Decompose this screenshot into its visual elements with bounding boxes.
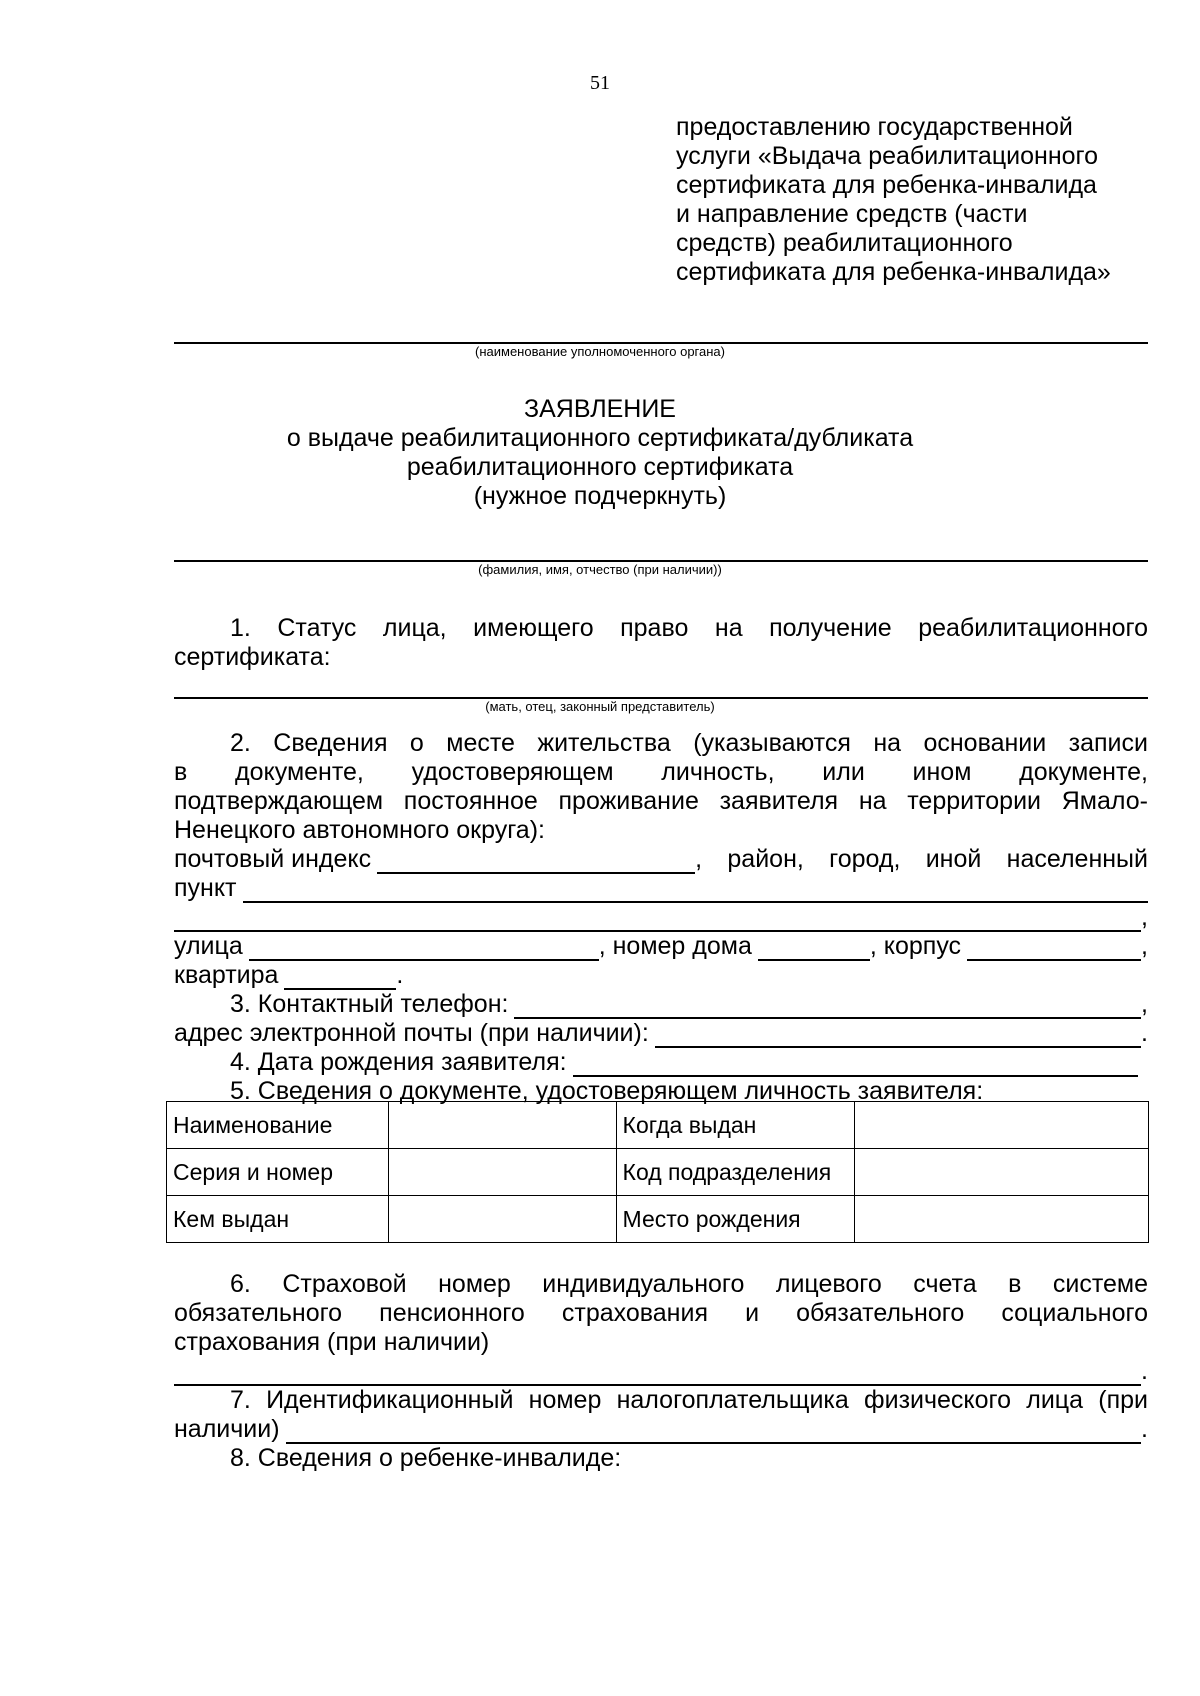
email-label: адрес электронной почты (при наличии): [174, 1019, 649, 1047]
section-6-line-2: обязательного пенсионного страхования и обязательного социального [174, 1299, 1148, 1327]
birth-date-field[interactable] [573, 1051, 1138, 1077]
table-row [167, 1149, 1149, 1196]
inn-field[interactable] [286, 1418, 1142, 1444]
section-7-line-2: наличии) [174, 1415, 280, 1443]
house-label: , номер дома [598, 932, 752, 960]
table-row [167, 1102, 1149, 1149]
document-subtitle-3: (нужное подчеркнуть) [473, 482, 727, 510]
phone-field[interactable] [514, 993, 1141, 1019]
authority-caption: (наименование уполномоченного органа) [475, 344, 725, 359]
issue-date-input[interactable] [855, 1102, 1149, 1149]
street-row [174, 932, 1148, 961]
section-1-line-1: 1. Статус лица, имеющего право на получение реабилитационного [230, 614, 1148, 642]
document-name-input[interactable] [388, 1102, 616, 1149]
street-row-comma: , [1141, 932, 1148, 960]
phone-comma: , [1141, 990, 1148, 1018]
table-cell-label: Кем выдан [167, 1196, 389, 1243]
birth-date-label: 4. Дата рождения заявителя: [230, 1048, 567, 1076]
snils-row [174, 1357, 1148, 1386]
phone-label: 3. Контактный телефон: [230, 990, 509, 1018]
street-field[interactable] [249, 935, 599, 961]
department-code-input[interactable] [855, 1149, 1149, 1196]
postal-row [174, 845, 1148, 874]
district-label: , район, город, иной населенный [695, 845, 1148, 873]
table-cell-label: Место рождения [616, 1196, 855, 1243]
snils-field[interactable] [174, 1360, 1141, 1386]
locality-row [174, 874, 1148, 903]
street-label: улица [174, 932, 243, 960]
section-5-label: 5. Сведения о документе, удостоверяющем личность заявителя: [230, 1077, 984, 1105]
email-period: . [1141, 1019, 1148, 1047]
table-cell-label: Код подразделения [616, 1149, 855, 1196]
section-2-line-1: 2. Сведения о месте жительства (указываются на основании записи [230, 729, 1148, 757]
inn-period: . [1141, 1415, 1148, 1443]
snils-period: . [1141, 1357, 1148, 1385]
locality-field[interactable] [243, 877, 1148, 903]
header-reference: предоставлению государственной услуги «Выдача реабилитационного сертификата для ребенка-инвалида и направление средств (части средств) реабилитационного сертификата для ребенка-инвалида» [676, 113, 1111, 286]
birth-place-input[interactable] [855, 1196, 1149, 1243]
document-subtitle-2: реабилитационного сертификата [406, 453, 794, 481]
apartment-label: квартира [174, 961, 279, 989]
section-2-line-2: в документе, удостоверяющем личность, или ином документе, [174, 758, 1148, 786]
postal-code-field[interactable] [377, 848, 695, 874]
postal-label: почтовый индекс [174, 845, 372, 873]
section-2-line-3: подтверждающем постоянное проживание заявителя на территории Ямало- [174, 787, 1148, 815]
locality-label: пункт [174, 874, 237, 902]
locality-comma: , [1141, 903, 1148, 931]
section-6-line-3: страхования (при наличии) [174, 1328, 490, 1356]
page-number: 51 [590, 72, 610, 94]
apartment-row [174, 961, 1148, 990]
birth-date-row [230, 1048, 1148, 1077]
table-cell-label: Наименование [167, 1102, 389, 1149]
inn-row [174, 1415, 1148, 1444]
document-title: ЗАЯВЛЕНИЕ [523, 395, 676, 423]
section-8-label: 8. Сведения о ребенке-инвалиде: [230, 1444, 622, 1472]
applicant-name-caption: (фамилия, имя, отчество (при наличии)) [478, 562, 722, 577]
issued-by-input[interactable] [388, 1196, 616, 1243]
locality-field-continued[interactable] [174, 906, 1141, 932]
email-row [174, 1019, 1148, 1048]
section-6-line-1: 6. Страховой номер индивидуального лицевого счета в системе [230, 1270, 1148, 1298]
status-caption: (мать, отец, законный представитель) [485, 699, 715, 714]
apartment-period: . [396, 961, 404, 989]
house-number-field[interactable] [758, 935, 870, 961]
series-number-input[interactable] [388, 1149, 616, 1196]
identity-document-table [166, 1101, 1149, 1243]
section-1-line-2: сертификата: [174, 643, 331, 671]
section-2-line-4: Ненецкого автономного округа): [174, 816, 545, 844]
locality-continue-row [174, 903, 1148, 932]
building-field[interactable] [967, 935, 1141, 961]
table-row [167, 1196, 1149, 1243]
section-7-line-1: 7. Идентификационный номер налогоплательщика физического лица (при [230, 1386, 1148, 1414]
phone-row [230, 990, 1148, 1019]
table-cell-label: Серия и номер [167, 1149, 389, 1196]
apartment-field[interactable] [284, 964, 396, 990]
table-cell-label: Когда выдан [616, 1102, 855, 1149]
document-subtitle-1: о выдаче реабилитационного сертификата/дубликата [286, 424, 914, 452]
email-field[interactable] [655, 1022, 1141, 1048]
building-label: , корпус [869, 932, 962, 960]
